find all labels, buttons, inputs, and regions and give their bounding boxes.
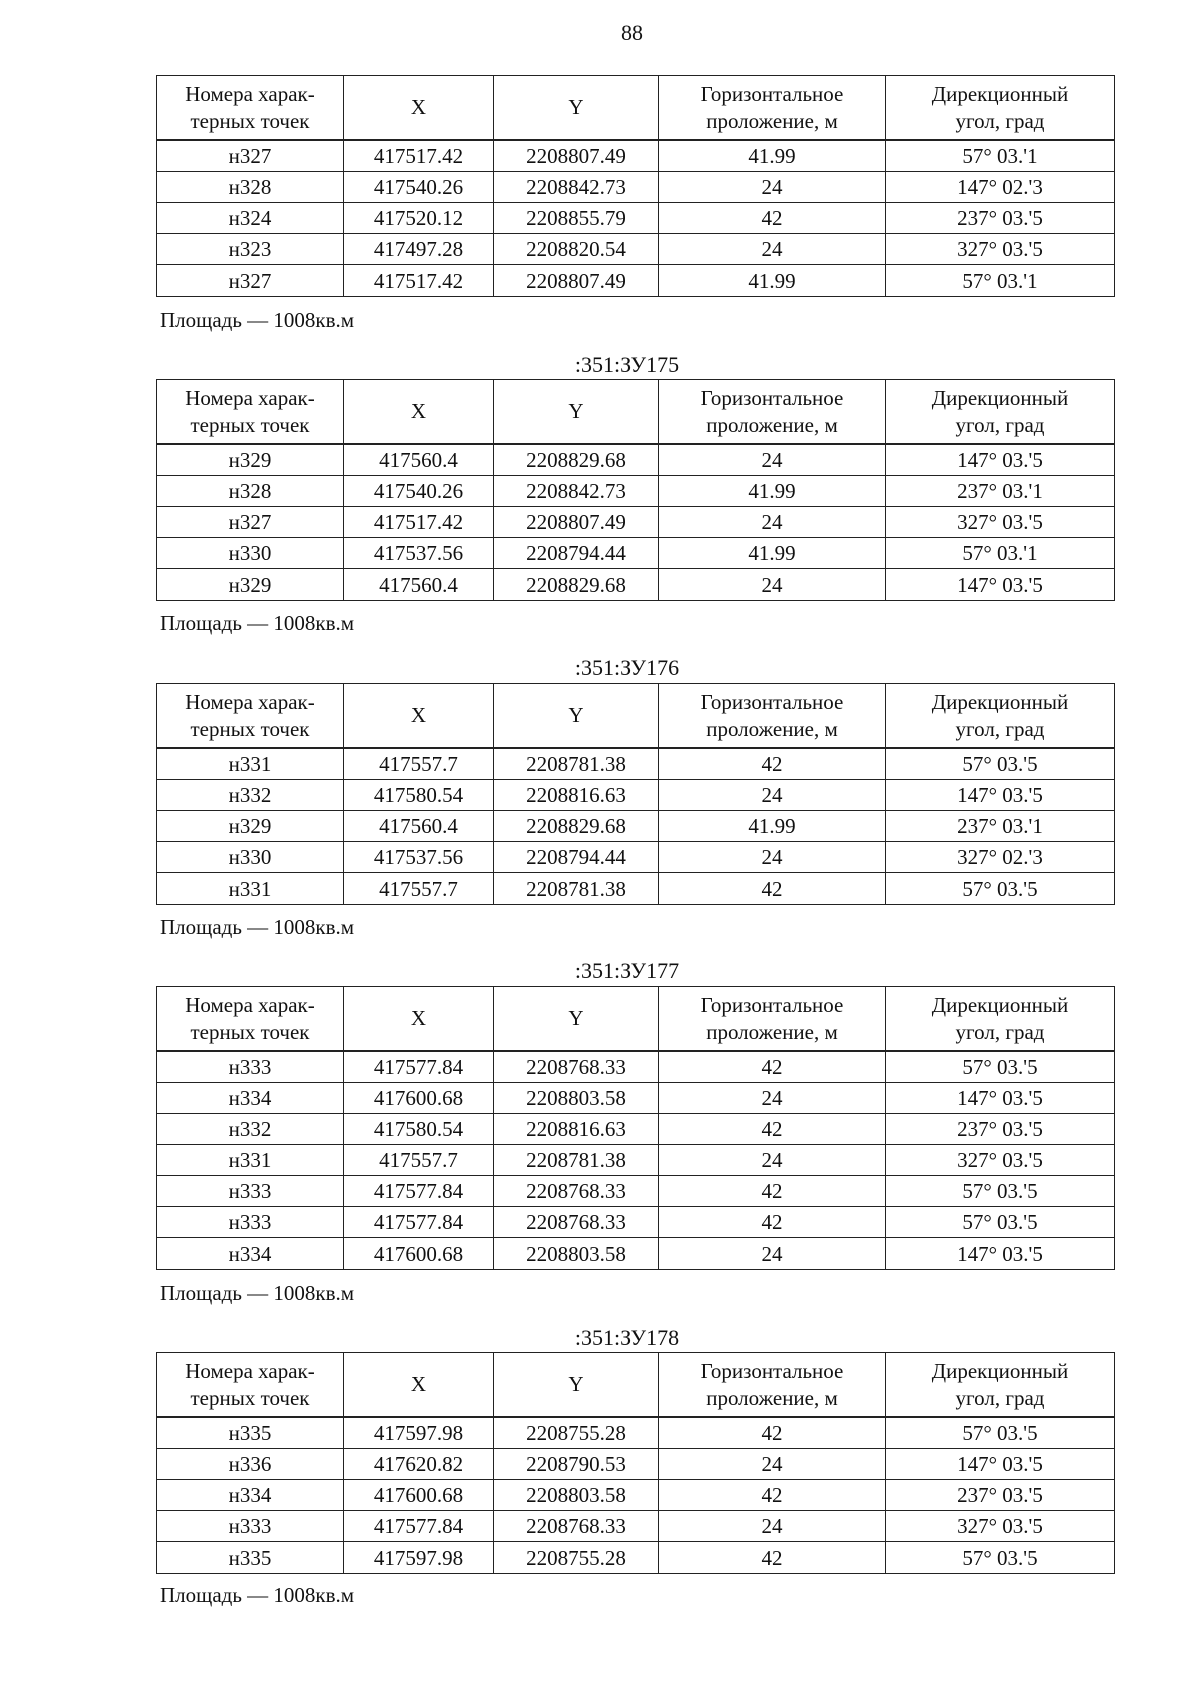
y-cell: 2208755.28 bbox=[494, 1542, 659, 1574]
length-cell: 24 bbox=[659, 1083, 886, 1114]
table-row bbox=[157, 1542, 1115, 1574]
header-angle: Дирекционный угол, град bbox=[886, 1353, 1115, 1418]
point-number-cell: н329 bbox=[157, 569, 344, 601]
header-y: Y bbox=[494, 987, 659, 1052]
angle-cell: 57° 03.'5 bbox=[886, 873, 1115, 905]
header-angle: Дирекционный угол, град bbox=[886, 987, 1115, 1052]
angle-cell: 327° 03.'5 bbox=[886, 1511, 1115, 1542]
table-row bbox=[157, 203, 1115, 234]
point-number-cell: н334 bbox=[157, 1238, 344, 1270]
header-angle: Дирекционный угол, град bbox=[886, 380, 1115, 445]
table-row bbox=[157, 1511, 1115, 1542]
header-angle: Дирекционный угол, град bbox=[886, 76, 1115, 141]
table-header-row bbox=[157, 76, 1115, 141]
x-cell: 417577.84 bbox=[344, 1051, 494, 1083]
length-cell: 42 bbox=[659, 1114, 886, 1145]
point-number-cell: н329 bbox=[157, 444, 344, 476]
angle-cell: 237° 03.'5 bbox=[886, 203, 1115, 234]
angle-cell: 237° 03.'1 bbox=[886, 811, 1115, 842]
point-number-cell: н331 bbox=[157, 873, 344, 905]
y-cell: 2208829.68 bbox=[494, 444, 659, 476]
table-row bbox=[157, 1417, 1115, 1449]
angle-cell: 57° 03.'1 bbox=[886, 140, 1115, 172]
header-y: Y bbox=[494, 76, 659, 141]
x-cell: 417557.7 bbox=[344, 1145, 494, 1176]
y-cell: 2208790.53 bbox=[494, 1449, 659, 1480]
point-number-cell: н330 bbox=[157, 538, 344, 569]
table-row bbox=[157, 538, 1115, 569]
table-row bbox=[157, 1449, 1115, 1480]
y-cell: 2208816.63 bbox=[494, 780, 659, 811]
header-y: Y bbox=[494, 1353, 659, 1418]
length-cell: 41.99 bbox=[659, 265, 886, 297]
length-cell: 24 bbox=[659, 569, 886, 601]
point-number-cell: н327 bbox=[157, 265, 344, 297]
length-cell: 41.99 bbox=[659, 140, 886, 172]
x-cell: 417540.26 bbox=[344, 476, 494, 507]
table-row bbox=[157, 140, 1115, 172]
length-cell: 42 bbox=[659, 1480, 886, 1511]
table-row bbox=[157, 1083, 1115, 1114]
table-row bbox=[157, 234, 1115, 265]
y-cell: 2208807.49 bbox=[494, 507, 659, 538]
length-cell: 42 bbox=[659, 1542, 886, 1574]
y-cell: 2208816.63 bbox=[494, 1114, 659, 1145]
header-length: Горизонтальное проложение, м bbox=[659, 76, 886, 141]
angle-cell: 147° 03.'5 bbox=[886, 444, 1115, 476]
angle-cell: 57° 03.'5 bbox=[886, 1176, 1115, 1207]
coordinates-table bbox=[156, 986, 1115, 1270]
header-length: Горизонтальное проложение, м bbox=[659, 684, 886, 749]
point-number-cell: н327 bbox=[157, 140, 344, 172]
point-number-cell: н333 bbox=[157, 1051, 344, 1083]
length-cell: 24 bbox=[659, 444, 886, 476]
length-cell: 24 bbox=[659, 1145, 886, 1176]
y-cell: 2208768.33 bbox=[494, 1511, 659, 1542]
point-number-cell: н331 bbox=[157, 748, 344, 780]
point-number-cell: н333 bbox=[157, 1207, 344, 1238]
table-row bbox=[157, 873, 1115, 905]
length-cell: 41.99 bbox=[659, 476, 886, 507]
x-cell: 417537.56 bbox=[344, 538, 494, 569]
coordinates-table bbox=[156, 379, 1115, 601]
angle-cell: 147° 03.'5 bbox=[886, 780, 1115, 811]
area-label: Площадь — 1008кв.м bbox=[160, 915, 355, 939]
table-row bbox=[157, 1145, 1115, 1176]
x-cell: 417560.4 bbox=[344, 444, 494, 476]
point-number-cell: н334 bbox=[157, 1480, 344, 1511]
header-x: X bbox=[344, 684, 494, 749]
header-y: Y bbox=[494, 684, 659, 749]
table-row bbox=[157, 265, 1115, 297]
y-cell: 2208807.49 bbox=[494, 140, 659, 172]
header-length: Горизонтальное проложение, м bbox=[659, 380, 886, 445]
x-cell: 417560.4 bbox=[344, 569, 494, 601]
length-cell: 42 bbox=[659, 873, 886, 905]
y-cell: 2208842.73 bbox=[494, 172, 659, 203]
angle-cell: 57° 03.'5 bbox=[886, 1542, 1115, 1574]
length-cell: 24 bbox=[659, 1511, 886, 1542]
header-x: X bbox=[344, 380, 494, 445]
y-cell: 2208755.28 bbox=[494, 1417, 659, 1449]
table-header-row bbox=[157, 1353, 1115, 1418]
header-point: Номера харак- терных точек bbox=[157, 987, 344, 1052]
point-number-cell: н329 bbox=[157, 811, 344, 842]
point-number-cell: н328 bbox=[157, 476, 344, 507]
y-cell: 2208794.44 bbox=[494, 842, 659, 873]
point-number-cell: н328 bbox=[157, 172, 344, 203]
length-cell: 24 bbox=[659, 842, 886, 873]
x-cell: 417517.42 bbox=[344, 265, 494, 297]
length-cell: 24 bbox=[659, 507, 886, 538]
y-cell: 2208781.38 bbox=[494, 1145, 659, 1176]
x-cell: 417577.84 bbox=[344, 1511, 494, 1542]
point-number-cell: н334 bbox=[157, 1083, 344, 1114]
table-row bbox=[157, 1114, 1115, 1145]
length-cell: 24 bbox=[659, 234, 886, 265]
angle-cell: 327° 03.'5 bbox=[886, 507, 1115, 538]
y-cell: 2208768.33 bbox=[494, 1207, 659, 1238]
angle-cell: 327° 03.'5 bbox=[886, 234, 1115, 265]
length-cell: 41.99 bbox=[659, 811, 886, 842]
y-cell: 2208803.58 bbox=[494, 1480, 659, 1511]
table-row bbox=[157, 780, 1115, 811]
x-cell: 417497.28 bbox=[344, 234, 494, 265]
section-title: :351:ЗУ177 bbox=[574, 958, 680, 983]
y-cell: 2208803.58 bbox=[494, 1083, 659, 1114]
angle-cell: 147° 03.'5 bbox=[886, 1238, 1115, 1270]
header-angle: Дирекционный угол, град bbox=[886, 684, 1115, 749]
x-cell: 417577.84 bbox=[344, 1176, 494, 1207]
x-cell: 417537.56 bbox=[344, 842, 494, 873]
y-cell: 2208781.38 bbox=[494, 873, 659, 905]
y-cell: 2208829.68 bbox=[494, 569, 659, 601]
y-cell: 2208768.33 bbox=[494, 1051, 659, 1083]
angle-cell: 327° 02.'3 bbox=[886, 842, 1115, 873]
length-cell: 42 bbox=[659, 1207, 886, 1238]
coordinates-table bbox=[156, 1352, 1115, 1574]
table-row bbox=[157, 476, 1115, 507]
x-cell: 417597.98 bbox=[344, 1417, 494, 1449]
length-cell: 42 bbox=[659, 1051, 886, 1083]
y-cell: 2208794.44 bbox=[494, 538, 659, 569]
point-number-cell: н333 bbox=[157, 1511, 344, 1542]
point-number-cell: н324 bbox=[157, 203, 344, 234]
angle-cell: 57° 03.'5 bbox=[886, 748, 1115, 780]
angle-cell: 147° 03.'5 bbox=[886, 1083, 1115, 1114]
point-number-cell: н335 bbox=[157, 1417, 344, 1449]
header-y: Y bbox=[494, 380, 659, 445]
x-cell: 417620.82 bbox=[344, 1449, 494, 1480]
table-row bbox=[157, 811, 1115, 842]
table-row bbox=[157, 748, 1115, 780]
table-header-row bbox=[157, 380, 1115, 445]
length-cell: 42 bbox=[659, 203, 886, 234]
x-cell: 417600.68 bbox=[344, 1238, 494, 1270]
table-row bbox=[157, 1480, 1115, 1511]
y-cell: 2208820.54 bbox=[494, 234, 659, 265]
angle-cell: 327° 03.'5 bbox=[886, 1145, 1115, 1176]
area-label: Площадь — 1008кв.м bbox=[160, 308, 355, 332]
table-row bbox=[157, 1207, 1115, 1238]
table-header-row bbox=[157, 987, 1115, 1052]
table-row bbox=[157, 842, 1115, 873]
area-label: Площадь — 1008кв.м bbox=[160, 1281, 355, 1305]
x-cell: 417517.42 bbox=[344, 140, 494, 172]
area-label: Площадь — 1008кв.м bbox=[160, 1583, 355, 1607]
x-cell: 417597.98 bbox=[344, 1542, 494, 1574]
x-cell: 417577.84 bbox=[344, 1207, 494, 1238]
angle-cell: 57° 03.'1 bbox=[886, 538, 1115, 569]
area-label: Площадь — 1008кв.м bbox=[160, 611, 355, 635]
x-cell: 417600.68 bbox=[344, 1480, 494, 1511]
x-cell: 417557.7 bbox=[344, 748, 494, 780]
page-number: 88 bbox=[621, 20, 643, 45]
length-cell: 42 bbox=[659, 1417, 886, 1449]
point-number-cell: н327 bbox=[157, 507, 344, 538]
point-number-cell: н333 bbox=[157, 1176, 344, 1207]
y-cell: 2208781.38 bbox=[494, 748, 659, 780]
table-row bbox=[157, 1176, 1115, 1207]
section-title: :351:ЗУ175 bbox=[574, 352, 680, 377]
header-x: X bbox=[344, 987, 494, 1052]
length-cell: 24 bbox=[659, 1238, 886, 1270]
header-point: Номера харак- терных точек bbox=[157, 76, 344, 141]
y-cell: 2208842.73 bbox=[494, 476, 659, 507]
x-cell: 417580.54 bbox=[344, 780, 494, 811]
header-x: X bbox=[344, 1353, 494, 1418]
y-cell: 2208807.49 bbox=[494, 265, 659, 297]
x-cell: 417560.4 bbox=[344, 811, 494, 842]
angle-cell: 147° 03.'5 bbox=[886, 1449, 1115, 1480]
angle-cell: 57° 03.'5 bbox=[886, 1207, 1115, 1238]
angle-cell: 237° 03.'1 bbox=[886, 476, 1115, 507]
angle-cell: 237° 03.'5 bbox=[886, 1480, 1115, 1511]
x-cell: 417520.12 bbox=[344, 203, 494, 234]
table-row bbox=[157, 507, 1115, 538]
angle-cell: 237° 03.'5 bbox=[886, 1114, 1115, 1145]
y-cell: 2208803.58 bbox=[494, 1238, 659, 1270]
angle-cell: 147° 02.'3 bbox=[886, 172, 1115, 203]
header-point: Номера харак- терных точек bbox=[157, 380, 344, 445]
table-row bbox=[157, 1238, 1115, 1270]
header-point: Номера харак- терных точек bbox=[157, 684, 344, 749]
angle-cell: 57° 03.'1 bbox=[886, 265, 1115, 297]
x-cell: 417557.7 bbox=[344, 873, 494, 905]
point-number-cell: н323 bbox=[157, 234, 344, 265]
x-cell: 417517.42 bbox=[344, 507, 494, 538]
x-cell: 417580.54 bbox=[344, 1114, 494, 1145]
length-cell: 41.99 bbox=[659, 538, 886, 569]
x-cell: 417600.68 bbox=[344, 1083, 494, 1114]
point-number-cell: н335 bbox=[157, 1542, 344, 1574]
angle-cell: 147° 03.'5 bbox=[886, 569, 1115, 601]
y-cell: 2208768.33 bbox=[494, 1176, 659, 1207]
section-title: :351:ЗУ178 bbox=[574, 1325, 680, 1350]
length-cell: 24 bbox=[659, 780, 886, 811]
point-number-cell: н330 bbox=[157, 842, 344, 873]
header-x: X bbox=[344, 76, 494, 141]
table-header-row bbox=[157, 684, 1115, 749]
point-number-cell: н332 bbox=[157, 1114, 344, 1145]
table-row bbox=[157, 1051, 1115, 1083]
y-cell: 2208829.68 bbox=[494, 811, 659, 842]
x-cell: 417540.26 bbox=[344, 172, 494, 203]
section-title: :351:ЗУ176 bbox=[574, 655, 680, 680]
length-cell: 24 bbox=[659, 1449, 886, 1480]
coordinates-table bbox=[156, 75, 1115, 297]
angle-cell: 57° 03.'5 bbox=[886, 1417, 1115, 1449]
y-cell: 2208855.79 bbox=[494, 203, 659, 234]
point-number-cell: н336 bbox=[157, 1449, 344, 1480]
header-length: Горизонтальное проложение, м bbox=[659, 987, 886, 1052]
table-row bbox=[157, 569, 1115, 601]
header-point: Номера харак- терных точек bbox=[157, 1353, 344, 1418]
coordinates-table bbox=[156, 683, 1115, 905]
length-cell: 42 bbox=[659, 1176, 886, 1207]
header-length: Горизонтальное проложение, м bbox=[659, 1353, 886, 1418]
length-cell: 42 bbox=[659, 748, 886, 780]
point-number-cell: н331 bbox=[157, 1145, 344, 1176]
length-cell: 24 bbox=[659, 172, 886, 203]
table-row bbox=[157, 444, 1115, 476]
table-row bbox=[157, 172, 1115, 203]
point-number-cell: н332 bbox=[157, 780, 344, 811]
angle-cell: 57° 03.'5 bbox=[886, 1051, 1115, 1083]
